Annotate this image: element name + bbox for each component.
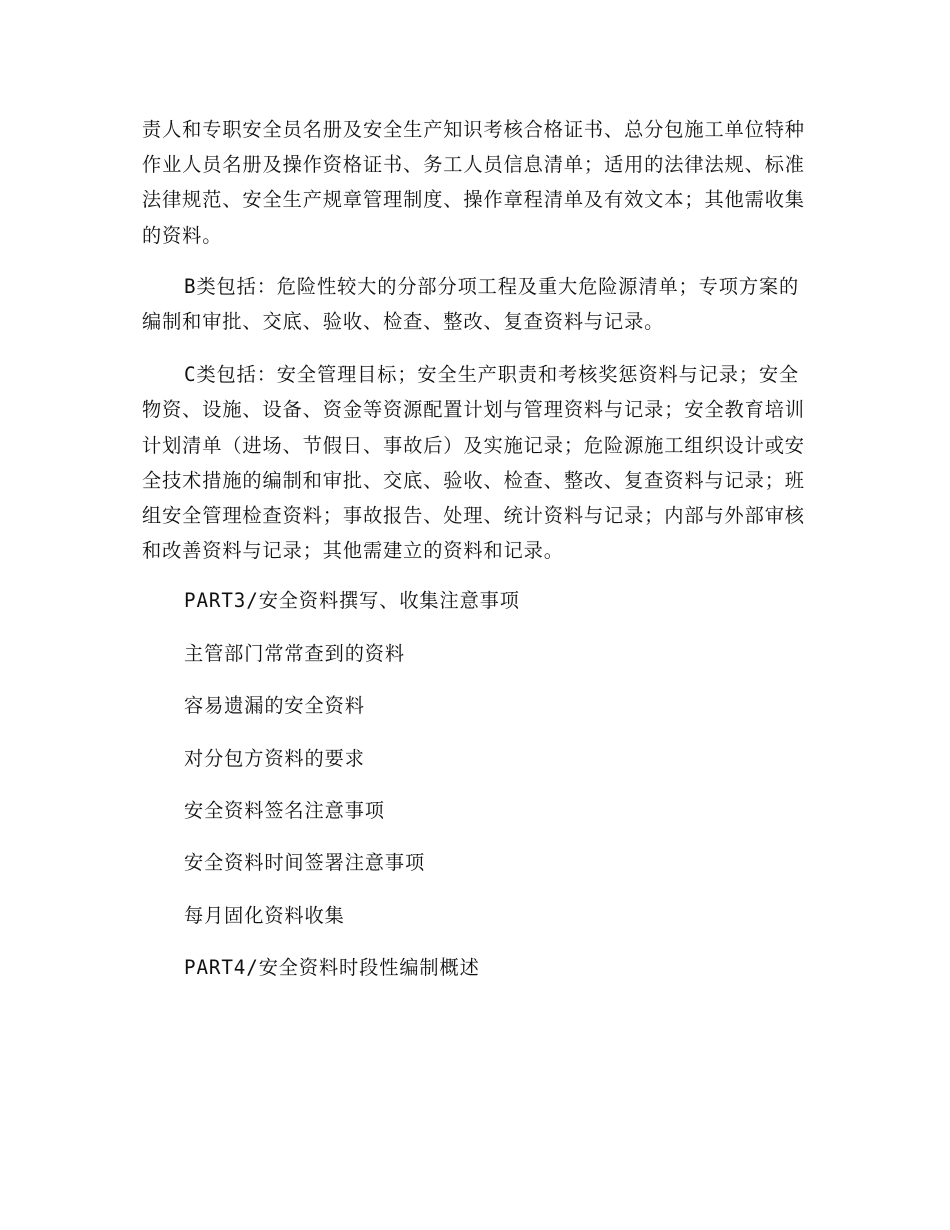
paragraph-category-c: C类包括：安全管理目标；安全生产职责和考核奖惩资料与记录；安全物资、设施、设备、资金等资源配置计划与管理资料与记录；安全教育培训计划清单（进场、节假日、事故后）及实施记录；危险源施工组织设计或安全技术措施的编制和审批、交底、验收、检查、整改、复查资料与记录；班组安全管理检查资料；事故报告、处理、统计资料与记录；内部与外部审核和改善资料与记录；其他需建立的资料和记录。 <box>142 363 805 563</box>
paragraph-continuation: 责人和专职安全员名册及安全生产知识考核合格证书、总分包施工单位特种作业人员名册及操作资格证书、务工人员信息清单；适用的法律法规、标准法律规范、安全生产规章管理制度、操作章程清单及有效文本；其他需收集的资料。 <box>142 118 805 247</box>
list-item: 每月固化资料收集 <box>184 903 345 927</box>
heading-part3: PART3/安全资料撰写、收集注意事项 <box>184 589 520 613</box>
document-body <box>142 112 812 1006</box>
list-item: 主管部门常常查到的资料 <box>184 641 405 665</box>
list-item: 容易遗漏的安全资料 <box>184 694 365 718</box>
list-item: 安全资料时间签署注意事项 <box>184 851 426 875</box>
heading-part4: PART4/安全资料时段性编制概述 <box>184 956 480 980</box>
list-item: 对分包方资料的要求 <box>184 746 365 770</box>
paragraph-category-b: B类包括：危险性较大的分部分项工程及重大危险源清单；专项方案的编制和审批、交底、验收、检查、整改、复查资料与记录。 <box>142 274 800 334</box>
list-item: 安全资料签名注意事项 <box>184 799 385 822</box>
